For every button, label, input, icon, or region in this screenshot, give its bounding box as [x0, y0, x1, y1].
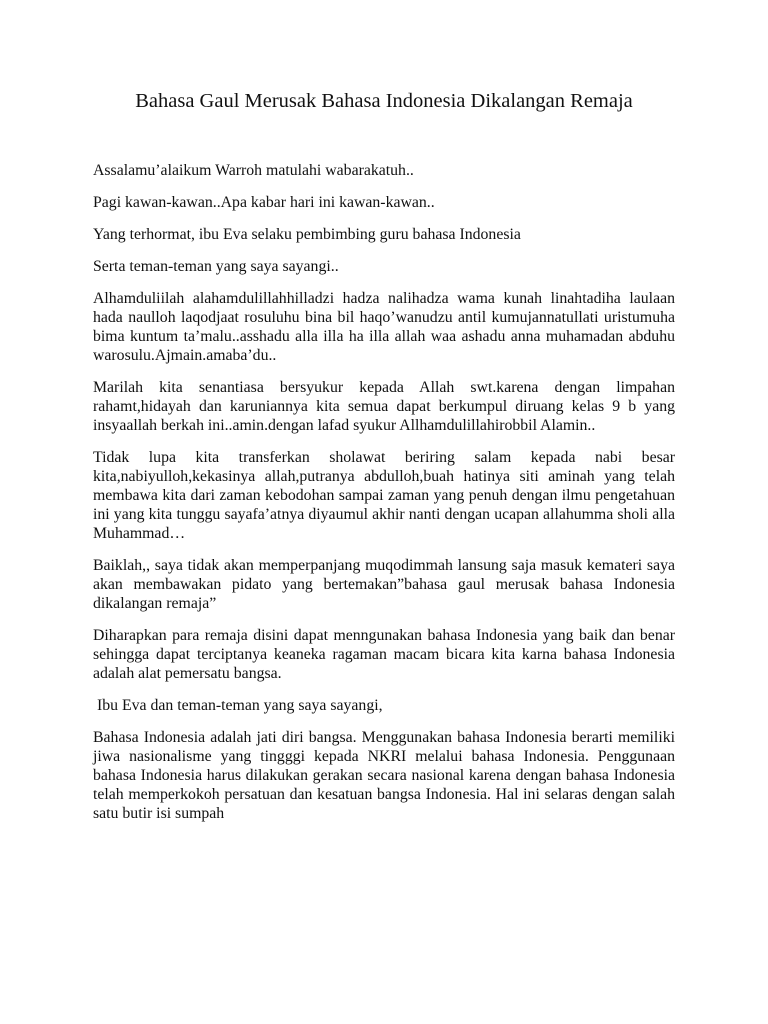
paragraph-dear-friends: Serta teman-teman yang saya sayangi..: [93, 258, 339, 275]
paragraph-topic-intro: Baiklah,, saya tidak akan memperpanjang muqodimmah lansung saja masuk kemateri saya akan membawakan pidato yang bertemakan”bahasa gaul merusak bahasa Indonesia dikalangan remaja”: [93, 557, 675, 612]
paragraph-hope: Diharapkan para remaja disini dapat menngunakan bahasa Indonesia yang baik dan benar sehingga dapat terciptanya keaneka ragaman macam bicara kita karna bahasa Indonesia adalah alat pemersatu bangsa.: [93, 627, 675, 682]
paragraph-honored-teacher: Yang terhormat, ibu Eva selaku pembimbing guru bahasa Indonesia: [93, 226, 521, 243]
document-body: [93, 161, 675, 836]
document-title: Bahasa Gaul Merusak Bahasa Indonesia Dikalangan Remaja: [135, 90, 633, 112]
paragraph-address: Ibu Eva dan teman-teman yang saya sayangi,: [97, 697, 383, 714]
paragraph-opening-prayer: Alhamduliilah alahamdulillahhilladzi hadza nalihadza wama kunah linahtadiha laulaan hada naulloh laqodjaat rosuluhu bina bil haqo’wanudzu antil kumujannatullati uristumuha bima kuntum ta’malu..asshadu alla illa ha illa allah waa ashadu anna muhamadan abduhu warosulu.Ajmain.amaba’du..: [93, 290, 675, 364]
paragraph-morning-greeting: Pagi kawan-kawan..Apa kabar hari ini kawan-kawan..: [93, 194, 435, 211]
paragraph-greeting: Assalamu’alaikum Warroh matulahi wabarakatuh..: [93, 162, 414, 179]
paragraph-sholawat: Tidak lupa kita transferkan sholawat beriring salam kepada nabi besar kita,nabiyulloh,kekasinya allah,putranya abdulloh,buah hatinya siti aminah yang telah membawa kita dari zaman kebodohan sampai zaman yang penuh dengan ilmu pengetahuan ini yang kita tunggu sayafa’atnya diyaumul akhir nanti dengan ucapan allahumma sholi alla Muhammad…: [93, 449, 675, 542]
paragraph-gratitude: Marilah kita senantiasa bersyukur kepada Allah swt.karena dengan limpahan rahamt,hidayah dan karuniannya kita semua dapat berkumpul diruang kelas 9 b yang insyaallah berkah ini..amin.dengan lafad syukur Allhamdulillahirobbil Alamin..: [93, 379, 675, 434]
paragraph-national-identity: Bahasa Indonesia adalah jati diri bangsa. Menggunakan bahasa Indonesia berarti memiliki jiwa nasionalisme yang tingggi kepada NKRI melalui bahasa Indonesia. Penggunaan bahasa Indonesia harus dilakukan gerakan secara nasional karena dengan bahasa Indonesia telah memperkokoh persatuan dan kesatuan bangsa Indonesia. Hal ini selaras dengan salah satu butir isi sumpah: [93, 729, 675, 822]
